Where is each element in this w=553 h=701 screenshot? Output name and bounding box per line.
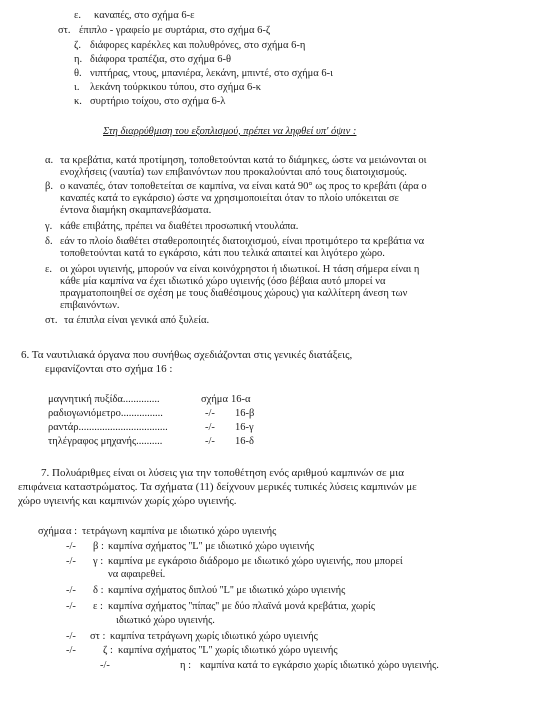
cabin-line: καμπίνα με εγκάρσιο διάδρομο με ιδιωτικό χώρο υγιεινής, που μπορεί [108, 556, 403, 567]
section-7-line: χώρο υγιεινής και καμπινών χωρίς χώρο υγιεινής. [18, 495, 237, 507]
item-mark: δ. [45, 236, 53, 247]
instrument-ditto: σχήμα [201, 394, 228, 405]
item-line: κάθε επιβάτης, πρέπει να διαθέτει προσωπική ντουλάπα. [60, 221, 299, 232]
list-item-text: συρτήριο τοίχου, στο σχήμα 6-λ [90, 96, 226, 107]
section-7-line: 7. Πολυάριθμες είναι οι λύσεις για την τοποθέτηση ενός αριθμού καμπινών σε μια [41, 467, 405, 479]
list-item-mark: κ. [74, 96, 82, 107]
cabin-prefix: -/- [66, 541, 76, 552]
cabin-prefix: -/- [100, 660, 110, 671]
cabin-prefix: -/- [66, 645, 76, 656]
cabin-line: καμπίνα κατά το εγκάρσιο χωρίς ιδιωτικό χώρο υγιεινής. [200, 660, 439, 671]
item-line: πραγματοποιηθεί σε σχέση με τους διαθέσιμους χώρους) για καλλίτερη άνεση των [60, 288, 408, 299]
list-item-text: καναπές, στο σχήμα 6-ε [94, 10, 195, 21]
item-mark: ε. [45, 264, 53, 275]
cabin-mark: στ : [90, 631, 106, 642]
item-mark: γ. [45, 221, 53, 232]
cabin-mark: β : [93, 541, 104, 552]
item-line: κάθε μία καμπίνα να έχει ιδιωτικό χώρο υγιεινής (όσο βέβαια αυτό μπορεί να [60, 276, 386, 287]
list-item-text: έπιπλο - γραφείο με συρτάρια, στο σχήμα 6-ζ [79, 25, 271, 36]
section-6-line: εμφανίζονται στο σχήμα 16 : [45, 363, 173, 375]
instrument-ref: 16-α [231, 394, 251, 405]
instrument-ref: 16-δ [235, 436, 254, 447]
cabin-mark: η : [180, 660, 192, 671]
cabin-line: καμπίνα τετράγωνη χωρίς ιδιωτικό χώρο υγιεινής [110, 631, 318, 642]
cabin-line: τετράγωνη καμπίνα με ιδιωτικό χώρο υγιεινής [82, 526, 277, 537]
list-item-text: λεκάνη τούρκικου τύπου, στο σχήμα 6-κ [90, 82, 261, 93]
item-line: ενοχλήσεις (ναυτία) των επιβαινόντων που προκαλούνται από τους διατοιχισμούς. [60, 167, 407, 178]
list-item-mark: ε. [74, 10, 82, 21]
instrument-name: ραδιογωνιόμετρο................ [48, 408, 163, 419]
item-line: επιβαινόντων. [60, 300, 120, 311]
cabin-mark: α : [66, 526, 78, 537]
cabin-prefix: σχήμα [38, 526, 65, 537]
item-line: καναπές κατά το εγκάρσιο) ώστε να χρησιμοποιείται όταν το πλοίο υπόκειται σε [60, 193, 399, 204]
list-item-text: διάφορες καρέκλες και πολυθρόνες, στο σχήμα 6-η [90, 40, 306, 51]
list-item-mark: στ. [58, 25, 71, 36]
list-item-text: νιπτήρας, ντους, μπανιέρα, λεκάνη, μπιντέ, στο σχήμα 6-ι [90, 68, 333, 79]
section-7-line: επιφάνεια καταστρώματος. Τα σχήματα (11) δείχνουν μερικές τυπικές λύσεις καμπινών με [18, 481, 417, 493]
item-mark: στ. [45, 315, 58, 326]
item-line: τοποθετούνται κατά το εγκάρσιο, κάτι που τελικά απαιτεί και λιγότερο χώρο. [60, 248, 385, 259]
instrument-name: μαγνητική πυξίδα.............. [48, 394, 160, 405]
section-heading: Στη διαρρύθμιση του εξοπλισμού, πρέπει να ληφθεί υπ' όψιν : [103, 126, 357, 137]
item-line: έντονα διαμήκη σκαμπανεβάσματα. [60, 205, 212, 216]
instrument-ditto: -/- [205, 436, 215, 447]
section-6-line: 6. Τα ναυτιλιακά όργανα που συνήθως σχεδιάζονται στις γενικές διατάξεις, [21, 349, 353, 361]
instrument-name: ραντάρ.................................. [48, 422, 168, 433]
cabin-prefix: -/- [66, 631, 76, 642]
cabin-line: καμπίνα σχήματος ''L'' με ιδιωτικό χώρο υγιεινής [108, 541, 315, 552]
instrument-ref: 16-β [235, 408, 255, 419]
cabin-prefix: -/- [66, 556, 76, 567]
instrument-name: τηλέγραφος μηχανής.......... [48, 436, 163, 447]
instrument-ref: 16-γ [235, 422, 254, 433]
item-line: ο καναπές, όταν τοποθετείται σε καμπίνα, να είναι κατά 90° ως προς το κρεβάτι (άρα ο [60, 181, 427, 192]
list-item-mark: ι. [74, 82, 80, 93]
cabin-mark: ε : [93, 601, 103, 612]
cabin-prefix: -/- [66, 601, 76, 612]
item-mark: β. [45, 181, 53, 192]
cabin-line: καμπίνα σχήματος ''πίπας'' με δύο πλαϊνά μονά κρεβάτια, χωρίς [108, 601, 375, 612]
list-item-mark: θ. [74, 68, 82, 79]
cabin-mark: ζ : [103, 645, 113, 656]
instrument-ditto: -/- [205, 422, 215, 433]
cabin-prefix: -/- [66, 585, 76, 596]
cabin-mark: δ : [93, 585, 104, 596]
item-mark: α. [45, 155, 54, 166]
item-line: τα έπιπλα είναι γενικά από ξυλεία. [64, 315, 210, 326]
list-item-text: διάφορα τραπέζια, στο σχήμα 6-θ [90, 54, 232, 65]
cabin-mark: γ : [93, 556, 104, 567]
instrument-ditto: -/- [205, 408, 215, 419]
item-line: εάν το πλοίο διαθέτει σταθεροποιητές διατοιχισμού, είναι προτιμότερο τα κρεβάτια να [60, 236, 425, 247]
item-line: οι χώροι υγιεινής, μπορούν να είναι κοινόχρηστοι ή ιδιωτικοί. Η τάση σήμερα είναι η [60, 264, 420, 275]
cabin-line: καμπίνα σχήματος ''L'' χωρίς ιδιωτικό χώρο υγιεινής [118, 645, 338, 656]
list-item-mark: η. [74, 54, 83, 65]
cabin-line: να αφαιρεθεί. [108, 569, 166, 580]
cabin-line: ιδιωτικό χώρο υγιεινής. [116, 615, 215, 626]
list-item-mark: ζ. [74, 40, 81, 51]
cabin-line: καμπίνα σχήματος διπλού ''L'' με ιδιωτικό χώρο υγιεινής [108, 585, 346, 596]
item-line: τα κρεβάτια, κατά προτίμηση, τοποθετούνται κατά το διάμηκες, ώστε να μειώνονται οι [60, 155, 427, 166]
